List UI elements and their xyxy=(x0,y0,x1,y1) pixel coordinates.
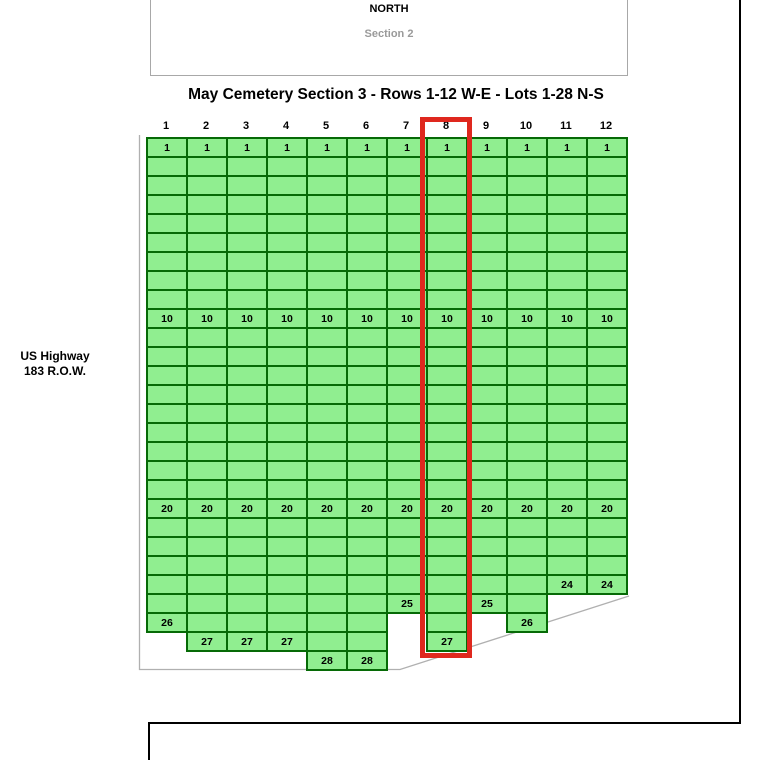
lot-cell-row23-col11 xyxy=(546,555,588,576)
lot-cell-row13-col4 xyxy=(266,365,308,386)
lot-cell-row9-col3 xyxy=(226,289,268,310)
lot-cell-row24-col11: 24 xyxy=(546,574,588,595)
lot-cell-row28-col5: 28 xyxy=(306,650,348,671)
lot-cell-row11-col5 xyxy=(306,327,348,348)
lot-cell-row3-col1 xyxy=(146,175,188,196)
lot-cell-row16-col12 xyxy=(586,422,628,443)
lot-cell-row26-col10: 26 xyxy=(506,612,548,633)
lot-cell-row1-col11: 1 xyxy=(546,137,588,158)
lot-cell-row6-col4 xyxy=(266,232,308,253)
lot-cell-row25-col2 xyxy=(186,593,228,614)
lot-cell-row10-col3: 10 xyxy=(226,308,268,329)
lot-cell-row20-col7: 20 xyxy=(386,498,428,519)
lot-cell-row8-col12 xyxy=(586,270,628,291)
lot-cell-row12-col11 xyxy=(546,346,588,367)
lot-cell-row5-col2 xyxy=(186,213,228,234)
lot-cell-row2-col10 xyxy=(506,156,548,177)
lot-cell-row20-col2: 20 xyxy=(186,498,228,519)
lot-cell-row1-col10: 1 xyxy=(506,137,548,158)
lot-cell-row12-col12 xyxy=(586,346,628,367)
lot-cell-row17-col6 xyxy=(346,441,388,462)
lot-cell-row19-col3 xyxy=(226,479,268,500)
lot-cell-row18-col9 xyxy=(466,460,508,481)
lot-cell-row6-col12 xyxy=(586,232,628,253)
lot-cell-row10-col11: 10 xyxy=(546,308,588,329)
lot-cell-row8-col10 xyxy=(506,270,548,291)
lot-cell-row17-col11 xyxy=(546,441,588,462)
lot-cell-row22-col1 xyxy=(146,536,188,557)
lot-cell-row2-col3 xyxy=(226,156,268,177)
lot-cell-row6-col6 xyxy=(346,232,388,253)
us-highway-line1: US Highway xyxy=(20,349,90,363)
lot-cell-row11-col1 xyxy=(146,327,188,348)
lot-cell-row18-col3 xyxy=(226,460,268,481)
us-highway-label xyxy=(5,349,105,379)
lot-cell-row12-col1 xyxy=(146,346,188,367)
lot-cell-row8-col4 xyxy=(266,270,308,291)
lot-cell-row14-col12 xyxy=(586,384,628,405)
lot-cell-row2-col5 xyxy=(306,156,348,177)
lot-cell-row17-col2 xyxy=(186,441,228,462)
lot-cell-row4-col11 xyxy=(546,194,588,215)
lot-cell-row14-col3 xyxy=(226,384,268,405)
lot-cell-row8-col9 xyxy=(466,270,508,291)
column-header-2: 2 xyxy=(202,120,210,132)
lot-cell-row21-col2 xyxy=(186,517,228,538)
lot-cell-row11-col6 xyxy=(346,327,388,348)
lot-cell-row10-col1: 10 xyxy=(146,308,188,329)
lot-cell-row17-col10 xyxy=(506,441,548,462)
lot-cell-row9-col10 xyxy=(506,289,548,310)
lot-cell-row13-col6 xyxy=(346,365,388,386)
lot-cell-row26-col1: 26 xyxy=(146,612,188,633)
lot-cell-row9-col11 xyxy=(546,289,588,310)
lot-cell-row1-col7: 1 xyxy=(386,137,428,158)
lot-cell-row21-col3 xyxy=(226,517,268,538)
lot-cell-row6-col9 xyxy=(466,232,508,253)
lot-cell-row1-col5: 1 xyxy=(306,137,348,158)
lot-cell-row28-col6: 28 xyxy=(346,650,388,671)
lot-cell-row6-col11 xyxy=(546,232,588,253)
us-highway-line2: 183 R.O.W. xyxy=(23,364,87,378)
lot-cell-row3-col6 xyxy=(346,175,388,196)
lot-cell-row16-col11 xyxy=(546,422,588,443)
lot-cell-row4-col2 xyxy=(186,194,228,215)
lot-cell-row14-col6 xyxy=(346,384,388,405)
lot-cell-row2-col11 xyxy=(546,156,588,177)
lot-cell-row11-col3 xyxy=(226,327,268,348)
lot-cell-row9-col6 xyxy=(346,289,388,310)
lot-cell-row10-col10: 10 xyxy=(506,308,548,329)
lot-cell-row21-col1 xyxy=(146,517,188,538)
lot-cell-row5-col11 xyxy=(546,213,588,234)
lot-cell-row16-col1 xyxy=(146,422,188,443)
lot-cell-row25-col9: 25 xyxy=(466,593,508,614)
lot-cell-row17-col12 xyxy=(586,441,628,462)
lot-cell-row25-col3 xyxy=(226,593,268,614)
lot-cell-row16-col3 xyxy=(226,422,268,443)
lot-cell-row11-col9 xyxy=(466,327,508,348)
lot-cell-row19-col1 xyxy=(146,479,188,500)
lot-cell-row19-col11 xyxy=(546,479,588,500)
lot-cell-row19-col12 xyxy=(586,479,628,500)
lot-cell-row12-col4 xyxy=(266,346,308,367)
lot-cell-row21-col12 xyxy=(586,517,628,538)
lot-cell-row24-col9 xyxy=(466,574,508,595)
lot-cell-row7-col5 xyxy=(306,251,348,272)
lot-cell-row25-col6 xyxy=(346,593,388,614)
lot-cell-row3-col2 xyxy=(186,175,228,196)
lot-cell-row23-col12 xyxy=(586,555,628,576)
lot-cell-row22-col6 xyxy=(346,536,388,557)
lot-cell-row9-col12 xyxy=(586,289,628,310)
lot-cell-row27-col4: 27 xyxy=(266,631,308,652)
lot-cell-row15-col5 xyxy=(306,403,348,424)
lot-cell-row19-col6 xyxy=(346,479,388,500)
lot-cell-row12-col2 xyxy=(186,346,228,367)
lot-cell-row5-col9 xyxy=(466,213,508,234)
lot-cell-row27-col3: 27 xyxy=(226,631,268,652)
lot-cell-row20-col9: 20 xyxy=(466,498,508,519)
lot-cell-row7-col9 xyxy=(466,251,508,272)
lot-cell-row6-col10 xyxy=(506,232,548,253)
lot-cell-row10-col12: 10 xyxy=(586,308,628,329)
column-header-1: 1 xyxy=(162,120,170,132)
lot-cell-row12-col6 xyxy=(346,346,388,367)
lot-cell-row8-col11 xyxy=(546,270,588,291)
lot-cell-row7-col12 xyxy=(586,251,628,272)
lot-cell-row5-col10 xyxy=(506,213,548,234)
lot-cell-row9-col2 xyxy=(186,289,228,310)
lot-cell-row13-col12 xyxy=(586,365,628,386)
lot-cell-row15-col4 xyxy=(266,403,308,424)
column-header-7: 7 xyxy=(402,120,410,132)
lot-cell-row10-col7: 10 xyxy=(386,308,428,329)
lot-cell-row4-col3 xyxy=(226,194,268,215)
lot-cell-row1-col2: 1 xyxy=(186,137,228,158)
lot-cell-row15-col12 xyxy=(586,403,628,424)
lot-cell-row8-col6 xyxy=(346,270,388,291)
lot-cell-row16-col4 xyxy=(266,422,308,443)
lot-cell-row16-col6 xyxy=(346,422,388,443)
lot-cell-row16-col5 xyxy=(306,422,348,443)
lot-cell-row16-col2 xyxy=(186,422,228,443)
lot-cell-row24-col3 xyxy=(226,574,268,595)
lot-cell-row26-col6 xyxy=(346,612,388,633)
lot-cell-row24-col2 xyxy=(186,574,228,595)
lot-cell-row26-col2 xyxy=(186,612,228,633)
lot-cell-row23-col5 xyxy=(306,555,348,576)
lot-cell-row10-col9: 10 xyxy=(466,308,508,329)
lot-cell-row8-col5 xyxy=(306,270,348,291)
column-header-6: 6 xyxy=(362,120,370,132)
lot-cell-row3-col12 xyxy=(586,175,628,196)
lot-cell-row23-col4 xyxy=(266,555,308,576)
lot-cell-row1-col4: 1 xyxy=(266,137,308,158)
lot-cell-row1-col3: 1 xyxy=(226,137,268,158)
lot-cell-row7-col10 xyxy=(506,251,548,272)
lot-cell-row3-col4 xyxy=(266,175,308,196)
column-header-11: 11 xyxy=(560,120,572,132)
lot-cell-row22-col11 xyxy=(546,536,588,557)
lot-cell-row7-col2 xyxy=(186,251,228,272)
lot-cell-row27-col6 xyxy=(346,631,388,652)
lot-cell-row4-col5 xyxy=(306,194,348,215)
lot-cell-row7-col11 xyxy=(546,251,588,272)
column-header-9: 9 xyxy=(482,120,490,132)
lot-cell-row17-col3 xyxy=(226,441,268,462)
lot-cell-row2-col2 xyxy=(186,156,228,177)
section2-label: Section 2 xyxy=(364,28,414,40)
north-section-box xyxy=(150,0,628,76)
lot-cell-row7-col3 xyxy=(226,251,268,272)
page-title: May Cemetery Section 3 - Rows 1-12 W-E - Lots 1-28 N-S xyxy=(188,86,604,103)
lot-cell-row19-col5 xyxy=(306,479,348,500)
lot-cell-row20-col1: 20 xyxy=(146,498,188,519)
lot-cell-row9-col1 xyxy=(146,289,188,310)
lot-cell-row17-col4 xyxy=(266,441,308,462)
lot-cell-row25-col1 xyxy=(146,593,188,614)
column-header-3: 3 xyxy=(242,120,250,132)
lot-cell-row6-col2 xyxy=(186,232,228,253)
lot-cell-row3-col3 xyxy=(226,175,268,196)
lot-cell-row20-col11: 20 xyxy=(546,498,588,519)
lot-cell-row26-col5 xyxy=(306,612,348,633)
lot-cell-row14-col11 xyxy=(546,384,588,405)
lot-cell-row21-col11 xyxy=(546,517,588,538)
lot-cell-row9-col9 xyxy=(466,289,508,310)
lot-cell-row14-col4 xyxy=(266,384,308,405)
lot-cell-row22-col5 xyxy=(306,536,348,557)
lot-cell-row13-col3 xyxy=(226,365,268,386)
lot-cell-row22-col10 xyxy=(506,536,548,557)
lot-cell-row9-col5 xyxy=(306,289,348,310)
lot-cell-row24-col6 xyxy=(346,574,388,595)
lot-cell-row18-col5 xyxy=(306,460,348,481)
lot-cell-row26-col4 xyxy=(266,612,308,633)
lot-cell-row22-col4 xyxy=(266,536,308,557)
lot-cell-row13-col5 xyxy=(306,365,348,386)
lot-cell-row10-col2: 10 xyxy=(186,308,228,329)
lot-cell-row15-col11 xyxy=(546,403,588,424)
lot-cell-row8-col1 xyxy=(146,270,188,291)
lot-cell-row12-col10 xyxy=(506,346,548,367)
lot-cell-row27-col5 xyxy=(306,631,348,652)
lot-cell-row15-col3 xyxy=(226,403,268,424)
lot-cell-row3-col9 xyxy=(466,175,508,196)
lot-cell-row12-col5 xyxy=(306,346,348,367)
lot-cell-row3-col10 xyxy=(506,175,548,196)
lot-cell-row1-col8: 1 xyxy=(426,137,468,158)
lot-cell-row21-col5 xyxy=(306,517,348,538)
lot-cell-row6-col1 xyxy=(146,232,188,253)
lot-cell-row11-col12 xyxy=(586,327,628,348)
lot-cell-row21-col9 xyxy=(466,517,508,538)
lot-cell-row6-col5 xyxy=(306,232,348,253)
lot-cell-row2-col4 xyxy=(266,156,308,177)
lot-cell-row14-col9 xyxy=(466,384,508,405)
lot-cell-row4-col1 xyxy=(146,194,188,215)
lot-cell-row4-col9 xyxy=(466,194,508,215)
lot-cell-row13-col11 xyxy=(546,365,588,386)
lot-cell-row7-col4 xyxy=(266,251,308,272)
column-header-12: 12 xyxy=(599,120,613,132)
lot-cell-row13-col2 xyxy=(186,365,228,386)
lot-cell-row20-col6: 20 xyxy=(346,498,388,519)
lot-cell-row19-col10 xyxy=(506,479,548,500)
lot-cell-row7-col6 xyxy=(346,251,388,272)
lot-cell-row14-col1 xyxy=(146,384,188,405)
lot-cell-row25-col4 xyxy=(266,593,308,614)
lot-cell-row23-col6 xyxy=(346,555,388,576)
lot-cell-row15-col6 xyxy=(346,403,388,424)
lot-cell-row14-col10 xyxy=(506,384,548,405)
lot-cell-row27-col2: 27 xyxy=(186,631,228,652)
lot-cell-row15-col9 xyxy=(466,403,508,424)
lot-cell-row23-col1 xyxy=(146,555,188,576)
lot-cell-row16-col10 xyxy=(506,422,548,443)
lot-cell-row3-col11 xyxy=(546,175,588,196)
lot-cell-row21-col10 xyxy=(506,517,548,538)
lot-cell-row8-col2 xyxy=(186,270,228,291)
lot-cell-row4-col4 xyxy=(266,194,308,215)
lot-cell-row8-col3 xyxy=(226,270,268,291)
lot-cell-row7-col1 xyxy=(146,251,188,272)
lot-cell-row20-col10: 20 xyxy=(506,498,548,519)
lot-cell-row11-col11 xyxy=(546,327,588,348)
lot-cell-row15-col10 xyxy=(506,403,548,424)
column-header-5: 5 xyxy=(322,120,330,132)
lot-cell-row10-col5: 10 xyxy=(306,308,348,329)
lot-cell-row1-col1: 1 xyxy=(146,137,188,158)
lot-cell-row2-col12 xyxy=(586,156,628,177)
lot-cell-row2-col1 xyxy=(146,156,188,177)
lot-cell-row22-col12 xyxy=(586,536,628,557)
lot-cell-row16-col9 xyxy=(466,422,508,443)
lot-cell-row5-col3 xyxy=(226,213,268,234)
lot-cell-row24-col5 xyxy=(306,574,348,595)
lot-cell-row14-col2 xyxy=(186,384,228,405)
lot-cell-row2-col6 xyxy=(346,156,388,177)
lot-cell-row4-col6 xyxy=(346,194,388,215)
lot-cell-row21-col6 xyxy=(346,517,388,538)
lot-cell-row1-col12: 1 xyxy=(586,137,628,158)
lot-cell-row23-col3 xyxy=(226,555,268,576)
lot-cell-row20-col12: 20 xyxy=(586,498,628,519)
lot-cell-row10-col4: 10 xyxy=(266,308,308,329)
lot-cell-row15-col1 xyxy=(146,403,188,424)
lot-cell-row22-col9 xyxy=(466,536,508,557)
lot-cell-row1-col9: 1 xyxy=(466,137,508,158)
lot-cell-row4-col12 xyxy=(586,194,628,215)
lot-cell-row6-col3 xyxy=(226,232,268,253)
lot-cell-row11-col10 xyxy=(506,327,548,348)
lot-cell-row23-col9 xyxy=(466,555,508,576)
lot-cell-row18-col12 xyxy=(586,460,628,481)
column-header-4: 4 xyxy=(282,120,290,132)
lot-cell-row5-col5 xyxy=(306,213,348,234)
lot-cell-row24-col12: 24 xyxy=(586,574,628,595)
lot-cell-row20-col8: 20 xyxy=(426,498,468,519)
lot-cell-row2-col9 xyxy=(466,156,508,177)
lot-cell-row13-col1 xyxy=(146,365,188,386)
lot-cell-row20-col3: 20 xyxy=(226,498,268,519)
lot-cell-row5-col1 xyxy=(146,213,188,234)
lot-cell-row13-col9 xyxy=(466,365,508,386)
lot-cell-row21-col4 xyxy=(266,517,308,538)
lot-cell-row1-col6: 1 xyxy=(346,137,388,158)
lot-cell-row18-col10 xyxy=(506,460,548,481)
lot-cell-row3-col5 xyxy=(306,175,348,196)
lot-cell-row18-col11 xyxy=(546,460,588,481)
lot-cell-row11-col4 xyxy=(266,327,308,348)
lot-cell-row23-col10 xyxy=(506,555,548,576)
lot-cell-row4-col10 xyxy=(506,194,548,215)
lot-cell-row17-col1 xyxy=(146,441,188,462)
lot-cell-row10-col8: 10 xyxy=(426,308,468,329)
lot-cell-row24-col1 xyxy=(146,574,188,595)
lot-cell-row17-col9 xyxy=(466,441,508,462)
lot-cell-row9-col4 xyxy=(266,289,308,310)
column-header-8: 8 xyxy=(442,120,450,132)
lot-cell-row25-col7: 25 xyxy=(386,593,428,614)
lot-cell-row20-col4: 20 xyxy=(266,498,308,519)
lot-cell-row17-col5 xyxy=(306,441,348,462)
lot-cell-row22-col3 xyxy=(226,536,268,557)
lot-cell-row18-col1 xyxy=(146,460,188,481)
lot-cell-row5-col12 xyxy=(586,213,628,234)
column-8-highlight xyxy=(420,117,472,658)
lot-cell-row26-col3 xyxy=(226,612,268,633)
lot-cell-row19-col2 xyxy=(186,479,228,500)
lot-cell-row20-col5: 20 xyxy=(306,498,348,519)
lot-cell-row10-col6: 10 xyxy=(346,308,388,329)
north-label: NORTH xyxy=(369,3,409,15)
lot-cell-row19-col9 xyxy=(466,479,508,500)
lot-cell-row24-col10 xyxy=(506,574,548,595)
lot-cell-row5-col6 xyxy=(346,213,388,234)
lot-cell-row18-col2 xyxy=(186,460,228,481)
lot-cell-row13-col10 xyxy=(506,365,548,386)
lot-cell-row18-col4 xyxy=(266,460,308,481)
lot-cell-row25-col5 xyxy=(306,593,348,614)
lot-cell-row24-col4 xyxy=(266,574,308,595)
lot-cell-row14-col5 xyxy=(306,384,348,405)
lot-cell-row23-col2 xyxy=(186,555,228,576)
lot-cell-row18-col6 xyxy=(346,460,388,481)
lot-cell-row12-col3 xyxy=(226,346,268,367)
lot-cell-row22-col2 xyxy=(186,536,228,557)
lot-cell-row19-col4 xyxy=(266,479,308,500)
lot-cell-row27-col8: 27 xyxy=(426,631,468,652)
lot-cell-row25-col10 xyxy=(506,593,548,614)
lot-cell-row12-col9 xyxy=(466,346,508,367)
lot-cell-row11-col2 xyxy=(186,327,228,348)
lot-cell-row15-col2 xyxy=(186,403,228,424)
column-header-10: 10 xyxy=(519,120,533,132)
lot-cell-row5-col4 xyxy=(266,213,308,234)
